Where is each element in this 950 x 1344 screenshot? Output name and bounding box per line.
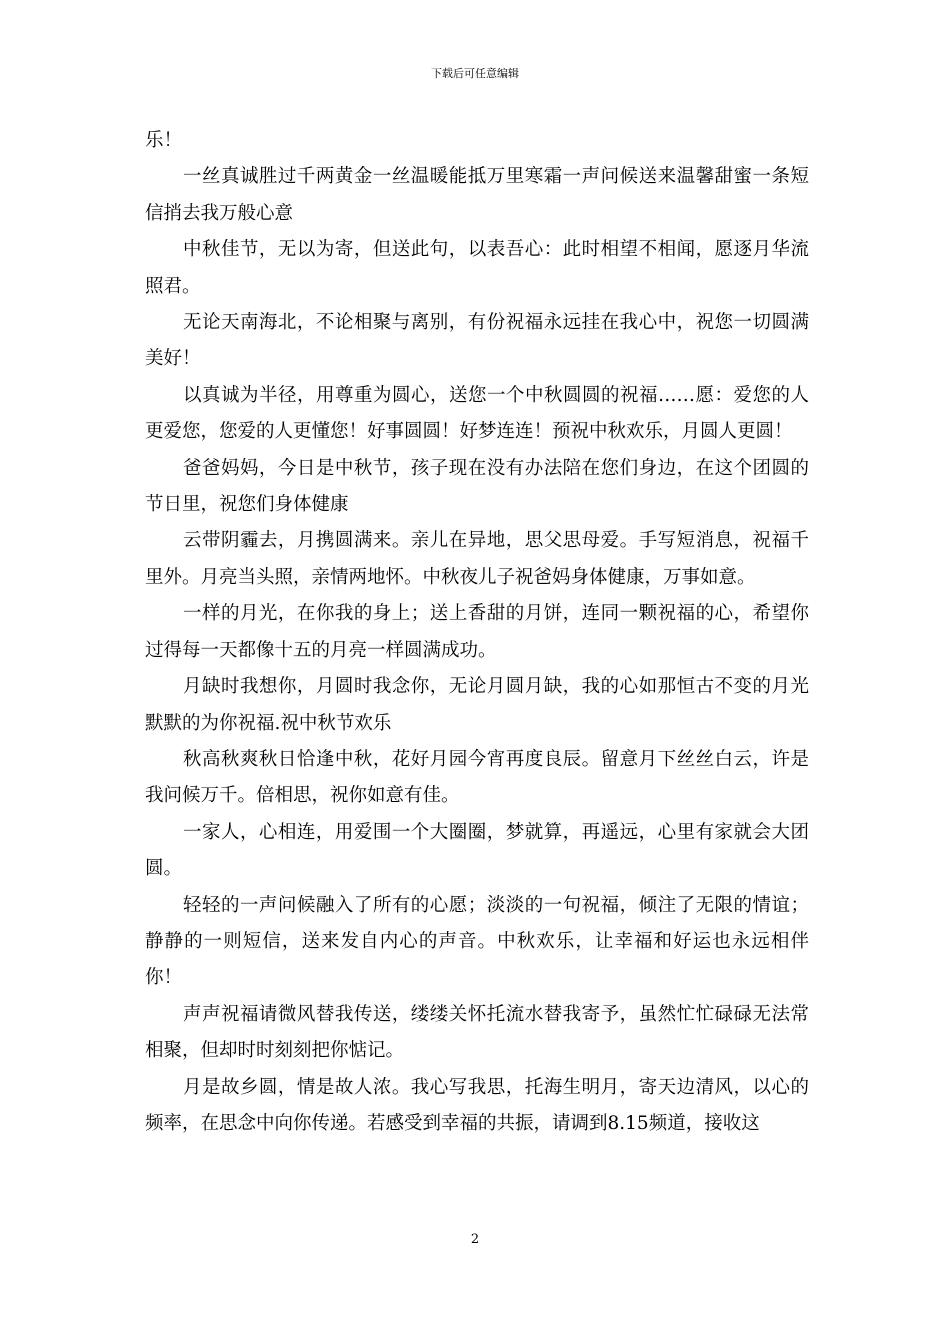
paragraph: 无论天南海北，不论相聚与离别，有份祝福永远挂在我心中，祝您一切圆满美好！ [145,312,809,370]
paragraph: 月是故乡圆，情是故人浓。我心写我思，托海生明月，寄天边清风，以心的频率，在思念中向你传递。若感受到幸福的共振，请调到8.15频道，接收这 [145,1076,809,1134]
paragraph: 一家人，心相连，用爱围一个大圈圈，梦就算，再遥远，心里有家就会大团圆。 [145,821,809,880]
paragraph: 云带阴霾去，月携圆满来。亲儿在异地，思父思母爱。手写短消息，祝福千里外。月亮当头照，亲情两地怀。中秋夜儿子祝爸妈身体健康，万事如意。 [145,530,809,588]
document-body [145,123,809,1142]
paragraph: 爸爸妈妈，今日是中秋节，孩子现在没有办法陪在您们身边，在这个团圆的节日里，祝您们身体健康 [145,457,809,516]
paragraph: 月缺时我想你，月圆时我念你，无论月圆月缺，我的心如那恒古不变的月光默默的为你祝福.祝中秋节欢乐 [145,676,809,734]
page-header: 下载后可任意编辑 [431,67,519,80]
paragraph: 声声祝福请微风替我传送，缕缕关怀托流水替我寄予，虽然忙忙碌碌无法常相聚，但却时时刻刻把你惦记。 [145,1003,809,1062]
paragraph: 以真诚为半径，用尊重为圆心，送您一个中秋圆圆的祝福……愿：爱您的人更爱您，您爱的人更懂您！好事圆圆！好梦连连！预祝中秋欢乐，月圆人更圆！ [145,384,809,443]
paragraph: 秋高秋爽秋日恰逢中秋，花好月园今宵再度良辰。留意月下丝丝白云，许是我问候万千。倍相思，祝你如意有佳。 [145,748,809,807]
paragraph-continuation: 乐！ [145,130,183,151]
paragraph: 轻轻的一声问候融入了所有的心愿；淡淡的一句祝福，倾注了无限的情谊；静静的一则短信，送来发自内心的声音。中秋欢乐，让幸福和好运也永远相伴你！ [145,894,809,989]
paragraph: 中秋佳节，无以为寄，但送此句，以表吾心：此时相望不相闻，愿逐月华流照君。 [145,239,809,297]
paragraph: 一样的月光，在你我的身上；送上香甜的月饼，连同一颗祝福的心，希望你过得每一天都像十五的月亮一样圆满成功。 [145,603,809,661]
page-number: 2 [470,1232,480,1247]
paragraph: 一丝真诚胜过千两黄金一丝温暖能抵万里寒霜一声问候送来温馨甜蜜一条短信捎去我万般心意 [145,166,809,224]
